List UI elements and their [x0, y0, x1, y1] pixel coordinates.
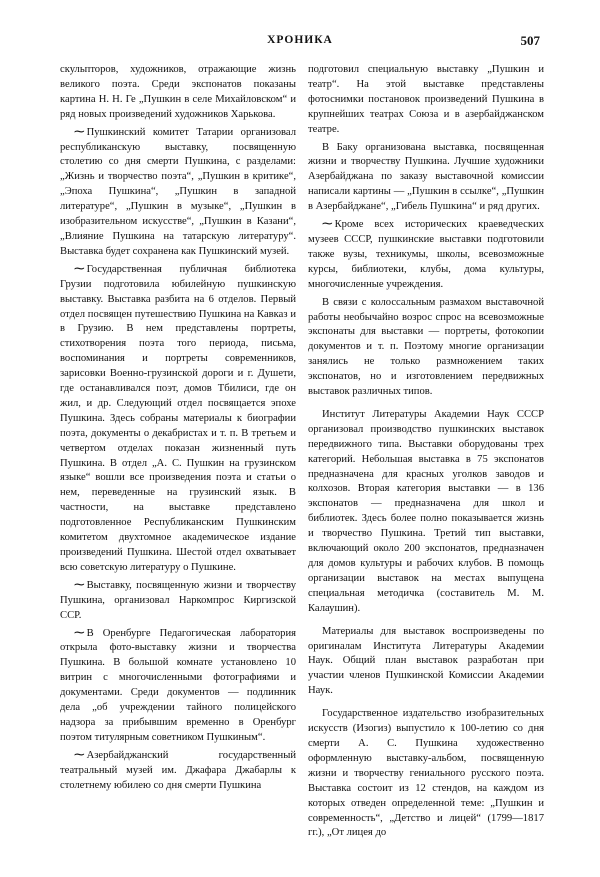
- dash-mark-icon: [322, 219, 335, 230]
- paragraph: Государственное издательство изобразительных искусств (Изогиз) выпустило к 100-летию со дня смерти А. С. Пушкина художественно оформленную выставку-альбом, посвященную жизни и творчеству гениального русского поэта. Выставка состоит из 12 стендов, на каждом из которых отведен определенной теме: „Пушкин и современность“, „Детство и лицей“ (1799—1817 гг.), „От лицея до: [308, 708, 544, 839]
- paragraph: В Оренбурге Педагогическая лаборатория открыла фото-выставку жизни и творчества Пушкина. В большой комнате установлено 10 витрин с многочисленными фотографиями и документами. Среди документов — подлинник дела „об учреждении тайного полицейского надзора за прибывшим временно в Оренбург поэтом титулярным советником Пушкиным“.: [60, 627, 296, 743]
- dash-mark-icon: [74, 264, 87, 275]
- dash-mark-icon: [74, 628, 87, 639]
- paragraph: Пушкинский комитет Татарии организовал республиканскую выставку, посвященную столетию со дня смерти Пушкина, с разделами: „Жизнь и творчество поэта“, „Пушкин в критике“, „Эпоха Пушкина“, „Пушкин в западной литературе“, „Пушкин в музыке“, „Пушкин в изобразительном искусстве“, „Пушкин в Казани“, „Влияние Пушкина на татарскую литературу“. Выставка будет сохранена как Пушкинский музей.: [60, 126, 296, 257]
- paragraph: подготовил специальную выставку „Пушкин и театр“. На этой выставке представлены фотоснимки постановок произведений Пушкина в крупнейших театрах Союза и в азербайджанском театре.: [308, 64, 544, 135]
- dash-mark-icon: [74, 580, 87, 591]
- page-number: 507: [520, 33, 540, 48]
- section-title: ХРОНИКА: [267, 34, 333, 46]
- paragraph: В Баку организована выставка, посвященная жизни и творчеству Пушкина. Лучшие художники Азербайджана по заказу выставочной комиссии написали картины — „Пушкин в ссылке“, „Пушкин в Азербайджане“, „Гибель Пушкина“ и ряд других.: [308, 141, 544, 213]
- paragraph: Материалы для выставок воспроизведены по оригиналам Института Литературы Академии Наук. Общий план выставок разработан при участии членов Пушкинской Комиссии Академии Наук.: [308, 625, 544, 697]
- dash-mark-icon: [74, 750, 87, 761]
- paragraph: Институт Литературы Академии Наук СССР организовал производство пушкинских выставок передвижного типа. Выставки оборудованы трех категорий. Небольшая выставка в 75 экспонатов предназначена для красных уголков заводов и колхозов. Вторая категория выставки — в 136 экспонатов — предназначена для школ и библиотек. Здесь более полно показывается жизнь и творчество Пушкина. Третий тип выставки, включающий около 200 экспонатов, предназначен для домов культуры и рабочих клубов. В помощь организации выставок на местах выпущена специальная методичка (составитель М. М. Калаушин).: [308, 408, 544, 614]
- paragraph: Кроме всех исторических краеведческих музеев СССР, пушкинские выставки подготовили также вузы, техникумы, школы, всевозможные курсы, библиотеки, клубы, дома культуры, многочисленные учреждения.: [308, 219, 544, 290]
- paragraph: Азербайджанский государственный театральный музей им. Джафара Джабарлы к столетнему юбилею со дня смерти Пушкина: [60, 749, 296, 791]
- paragraph: В связи с колоссальным размахом выставочной работы необычайно возрос спрос на всевозможные экспонаты для выставки — портреты, фотокопии документов и т. п. Поэтому многие организации занялись не только размножением таких экспонатов, но и изготовлением передвижных выставок различных типов.: [308, 296, 544, 398]
- paragraph: Выставку, посвященную жизни и творчеству Пушкина, организовал Наркомпрос Киргизской ССР.: [60, 579, 296, 621]
- running-head: [60, 34, 540, 50]
- paragraph: Государственная публичная библиотека Грузии подготовила юбилейную пушкинскую выставку. Выставка разбита на 6 отделов. Первый отдел посвящен путешествию Пушкина на Кавказ и в Грузию. В нем представлены портреты, стихотворения поэта того периода, письма, воспоминания и портреты современников, зарисовки Военно-грузинской дороги и г. Душети, где останавливался поэт, домов Тбилиси, где он жил, и др. Следующий отдел посвящается эпохе Пушкина. Здесь собраны материалы к биографии поэта, документы о декабристах и т. п. В третьем и четвертом отделах показан жизненный путь Пушкина. В отдел „А. С. Пушкин на грузинском языке“ вошли все произведения поэта и статьи о нем, переведенные на грузинский язык. В частности, на выставке представлено подготовленное Республиканским Пушкинским комитетом двухтомное академическое издание произведений Пушкина. Шестой отдел охватывает всю советскую литературу о Пушкине.: [60, 263, 296, 573]
- paragraph: скульпторов, художников, отражающие жизнь великого поэта. Среди экспонатов показаны картина Н. Н. Ге „Пушкин в селе Михайловском“ и ряд новых произведений художников Харькова.: [60, 64, 296, 120]
- left-column: [60, 63, 296, 794]
- dash-mark-icon: [74, 127, 87, 138]
- right-column: [308, 63, 544, 841]
